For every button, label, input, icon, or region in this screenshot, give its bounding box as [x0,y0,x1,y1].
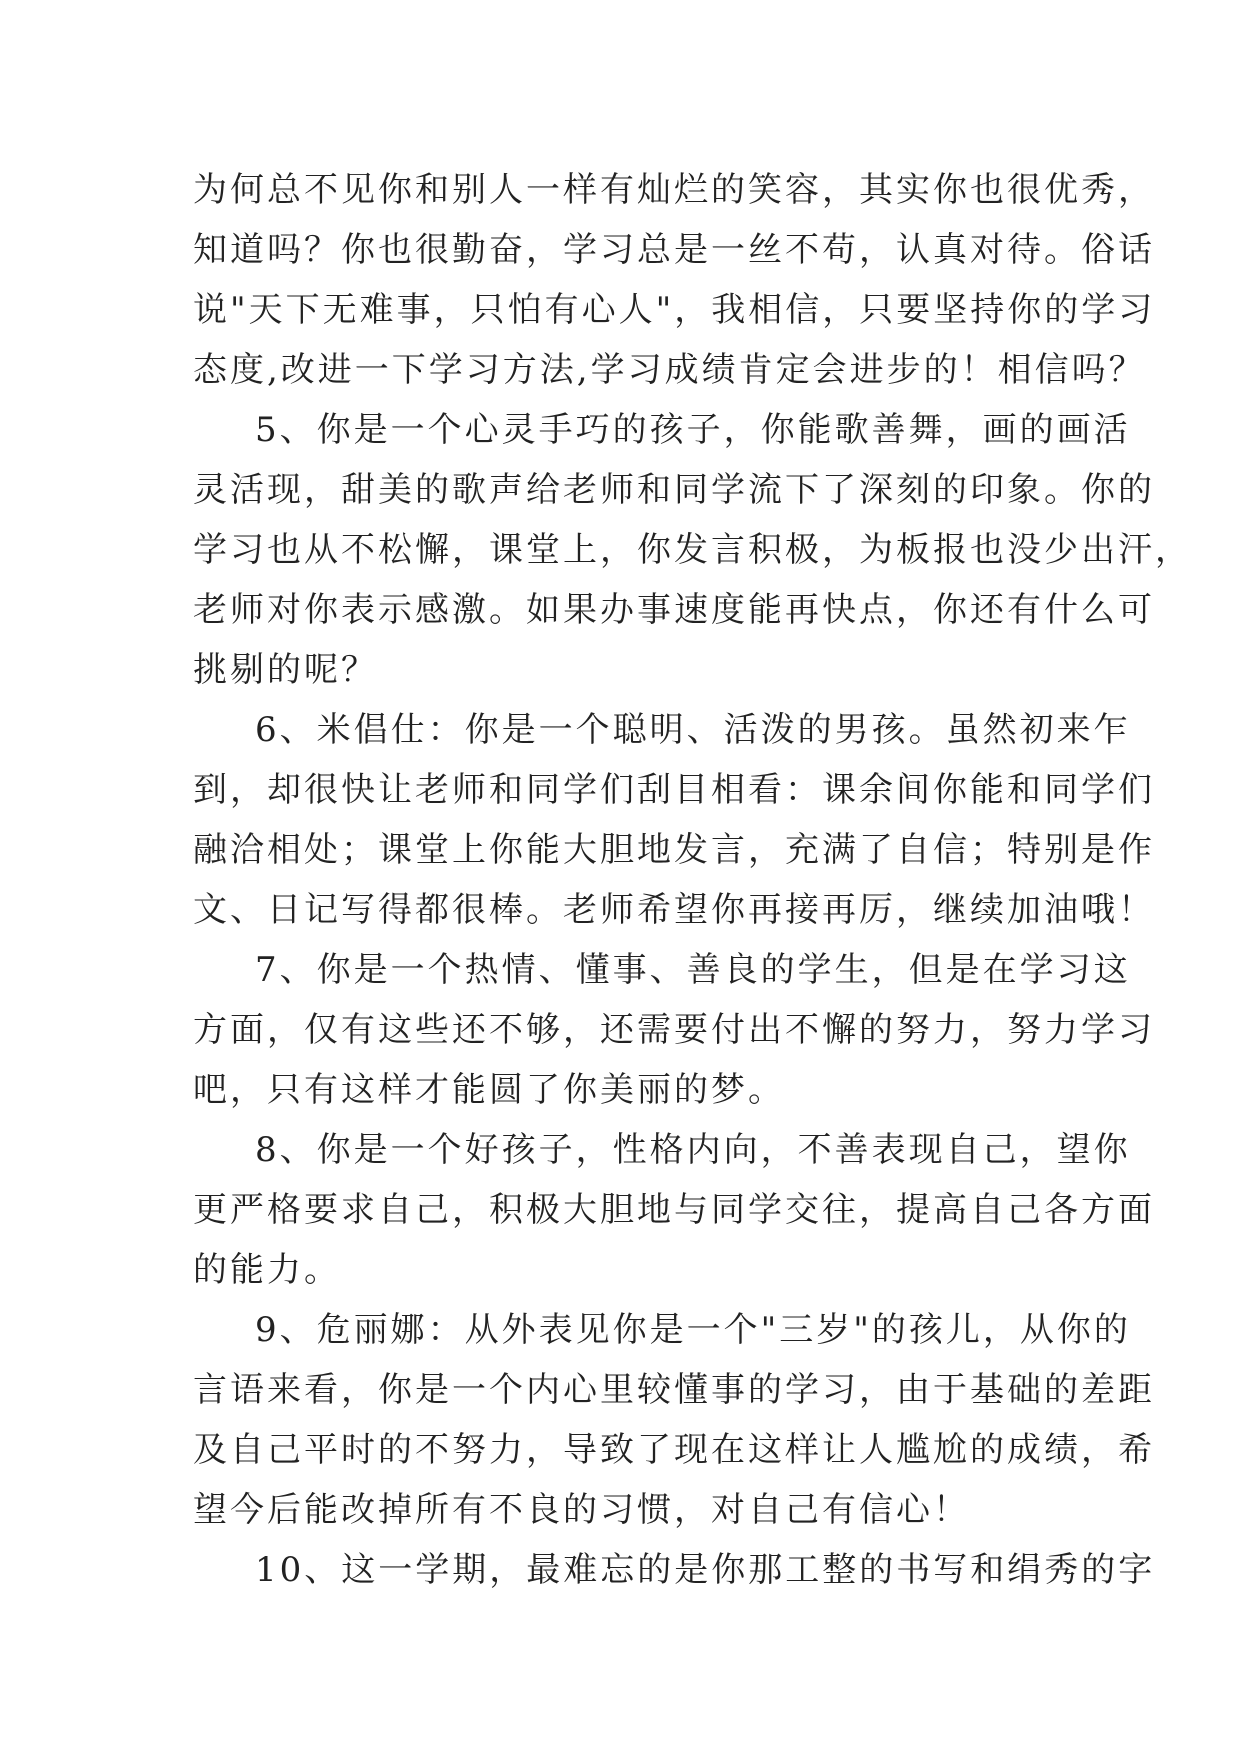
text-line: 老师对你表示感激。如果办事速度能再快点，你还有什么可 [193,590,1155,630]
text-line: 文、日记写得都很棒。老师希望你再接再厉，继续加油哦！ [193,890,1155,930]
text-line: 挑剔的呢？ [193,650,378,690]
paragraph-10-start: 10、这一学期，最难忘的是你那工整的书写和绢秀的字 [255,1550,1156,1590]
text-line: 及自己平时的不努力，导致了现在这样让人尴尬的成绩，希 [193,1430,1155,1470]
paragraph-5-start: 5、你是一个心灵手巧的孩子，你能歌善舞，画的画活 [255,410,1131,450]
text-line: 更严格要求自己，积极大胆地与同学交往，提高自己各方面 [193,1190,1155,1230]
text-line: 方面，仅有这些还不够，还需要付出不懈的努力，努力学习 [193,1010,1155,1050]
text-line: 的能力。 [193,1250,341,1290]
body-text [193,160,1192,1600]
text-line: 说"天下无难事，只怕有心人"，我相信，只要坚持你的学习 [193,290,1156,330]
text-line: 言语来看，你是一个内心里较懂事的学习，由于基础的差距 [193,1370,1155,1410]
text-line: 知道吗？你也很勤奋，学习总是一丝不苟，认真对待。俗话 [193,230,1155,270]
text-line: 态度,改进一下学习方法,学习成绩肯定会进步的！相信吗？ [193,350,1146,390]
paragraph-7-start: 7、你是一个热情、懂事、善良的学生，但是在学习这 [255,950,1131,990]
text-line: 学习也从不松懈，课堂上，你发言积极，为板报也没少出汗， [193,530,1192,570]
text-line: 灵活现，甜美的歌声给老师和同学流下了深刻的印象。你的 [193,470,1155,510]
text-line: 融洽相处；课堂上你能大胆地发言，充满了自信；特别是作 [193,830,1155,870]
text-line: 望今后能改掉所有不良的习惯，对自己有信心！ [193,1490,970,1530]
text-line: 到，却很快让老师和同学们刮目相看：课余间你能和同学们 [193,770,1155,810]
text-line: 吧，只有这样才能圆了你美丽的梦。 [193,1070,785,1110]
paragraph-6-start: 6、米倡仕：你是一个聪明、活泼的男孩。虽然初来乍 [255,710,1131,750]
text-line: 为何总不见你和别人一样有灿烂的笑容，其实你也很优秀， [193,170,1155,210]
paragraph-9-start: 9、危丽娜：从外表见你是一个"三岁"的孩儿，从你的 [255,1310,1131,1350]
paragraph-8-start: 8、你是一个好孩子，性格内向，不善表现自己，望你 [255,1130,1131,1170]
